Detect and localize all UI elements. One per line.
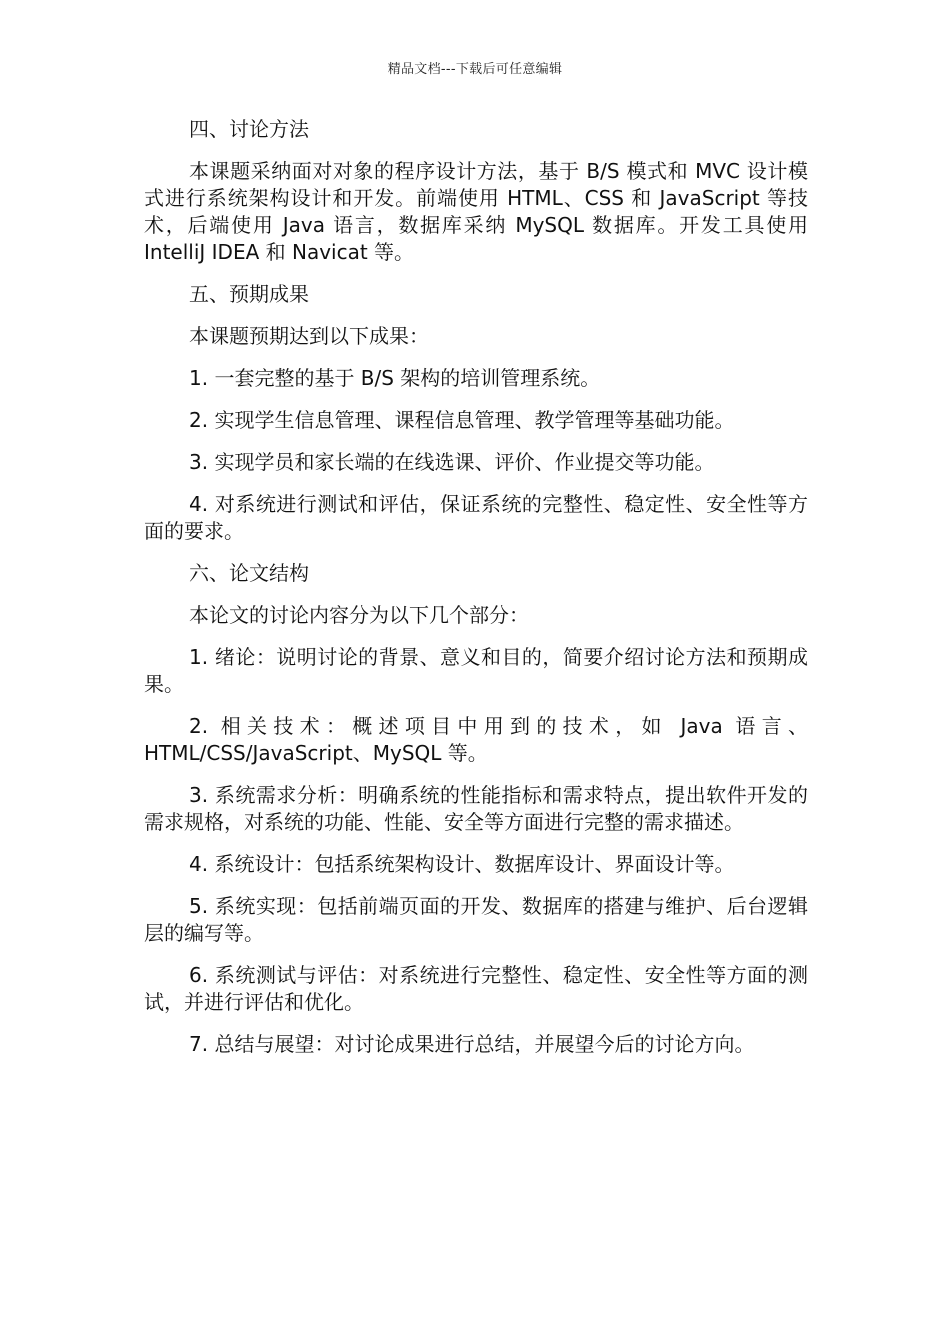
page-header: 精品文档---下载后可任意编辑: [387, 62, 563, 77]
expected-result-item: 3. 实现学员和家长端的在线选课、评价、作业提交等功能。: [189, 450, 715, 474]
expected-result-item: 2. 实现学生信息管理、课程信息管理、教学管理等基础功能。: [189, 408, 735, 432]
thesis-structure-item: 1. 绪论：说明讨论的背景、意义和目的，简要介绍讨论方法和预期成果。: [144, 645, 808, 696]
thesis-structure-item: 6. 系统测试与评估：对系统进行完整性、稳定性、安全性等方面的测试，并进行评估和优化。: [144, 963, 808, 1014]
thesis-structure-intro: 本论文的讨论内容分为以下几个部分：: [189, 603, 529, 627]
thesis-structure-item: 2. 相关技术：概述项目中用到的技术，如 Java 语言、HTML/CSS/JavaScript、MySQL 等。: [144, 714, 808, 765]
expected-result-item: 1. 一套完整的基于 B/S 架构的培训管理系统。: [189, 366, 601, 390]
expected-result-item: 4. 对系统进行测试和评估，保证系统的完整性、稳定性、安全性等方面的要求。: [144, 492, 808, 543]
section-heading-thesis-structure: 六、论文结构: [189, 561, 309, 585]
methods-paragraph: 本课题采纳面对对象的程序设计方法，基于 B/S 模式和 MVC 设计模式进行系统架构设计和开发。前端使用 HTML、CSS 和 JavaScript 等技术，后端使用 Java 语言，数据库采纳 MySQL 数据库。开发工具使用 IntelliJ IDEA 和 Navicat 等。: [144, 159, 808, 264]
thesis-structure-item: 3. 系统需求分析：明确系统的性能指标和需求特点，提出软件开发的需求规格，对系统的功能、性能、安全等方面进行完整的需求描述。: [144, 783, 808, 834]
section-heading-methods: 四、讨论方法: [189, 117, 309, 141]
thesis-structure-item: 4. 系统设计：包括系统架构设计、数据库设计、界面设计等。: [189, 852, 735, 876]
thesis-structure-item: 7. 总结与展望：对讨论成果进行总结，并展望今后的讨论方向。: [189, 1032, 755, 1056]
section-heading-expected-results: 五、预期成果: [189, 282, 309, 306]
document-body: [144, 116, 808, 1073]
thesis-structure-item: 5. 系统实现：包括前端页面的开发、数据库的搭建与维护、后台逻辑层的编写等。: [144, 894, 808, 945]
expected-results-intro: 本课题预期达到以下成果：: [189, 324, 429, 348]
